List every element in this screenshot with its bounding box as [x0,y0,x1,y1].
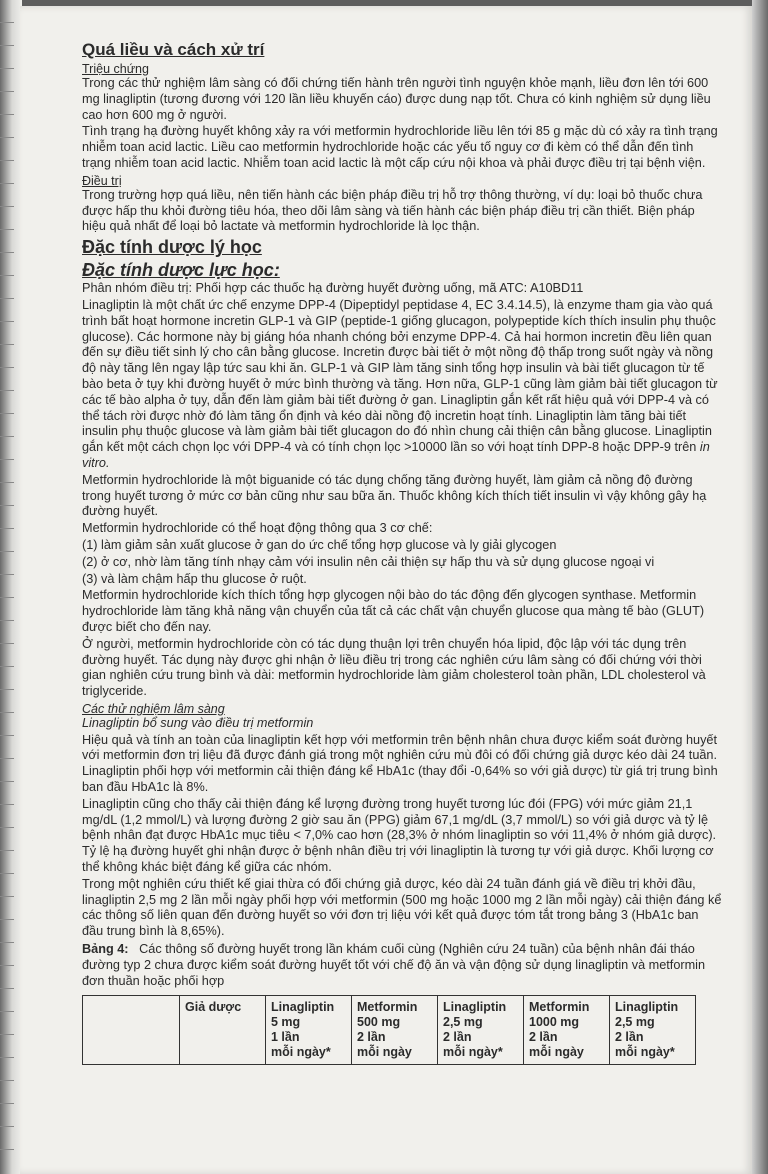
document-page [20,6,752,1174]
table-header-row [83,996,696,1065]
table-header-line: 2,5 mg [443,1015,483,1030]
mechanism-intro: Metformin hydrochloride có thể hoạt động thông qua 3 cơ chế: [82,521,433,536]
table-header-cell [438,996,524,1065]
linagliptin-mechanism-paragraph [82,298,722,472]
table-header-line: mỗi ngày [529,1045,584,1060]
table-header-line: mỗi ngày [357,1045,412,1060]
left-page-edge [0,0,22,1174]
table-header-line: 500 mg [357,1015,401,1030]
table-header-line: Giả dược [185,1000,242,1015]
treatment-paragraph: Trong trường hợp quá liều, nên tiến hành các biện pháp điều trị hỗ trợ thông thường, ví dụ: loại bỏ thuốc chưa được hấp thu khỏi đường tiêu hóa, theo dõi lâm sàng và tiến hành các biện pháp điều trị cần thiết. Biện pháp hiệu quả nhất để loại bỏ lactate và metformin hydrochloride là lọc thận. [82,187,703,234]
table-header-line: 2 lần [357,1030,386,1045]
clinical-paragraph-1: Hiệu quả và tính an toàn của linagliptin kết hợp với metformin trên bệnh nhân chưa được kiểm soát đường huyết với metformin đơn trị liệu đã được đánh giá trong một nghiên cứu mù đôi có đối chứng giả dược kéo dài 24 tuần. Linagliptin phối hợp với metformin cải thiện đáng kể HbA1c (thay đổi -0,64% so với giả dược) từ giá trị trung bình ban đầu HbA1c là 8%. [82,732,718,795]
table-header-line: Linagliptin [443,1000,507,1015]
symptoms-heading: Triệu chứng [82,62,149,76]
treatment-heading: Điều trị [82,173,122,188]
table-header-line: Metformin [357,1000,418,1015]
in-vitro-text: in vitro. [82,440,710,470]
lipid-paragraph: Ở người, metformin hydrochloride còn có tác dụng thuận lợi trên chuyển hóa lipid, độc lập với tác dụng trên đường huyết. Tác dụng này được ghi nhận ở liều điều trị trong các nghiên cứu lâm sàng có đối chứng với thời gian nghiên cứu trung bình và dài: metformin hydrochloride làm giảm cholesterol toàn phần, LDL cholesterol và triglyceride. [82,636,706,699]
table-header-line: Linagliptin [271,1000,335,1015]
table-caption-label: Bảng 4: [82,942,129,957]
table-header-line: mỗi ngày* [271,1045,331,1060]
clinical-trials-heading: Các thử nghiệm lâm sàng [82,701,225,716]
symptoms-paragraph-1: Trong các thử nghiệm lâm sàng có đối chứng tiến hành trên người tình nguyện khỏe mạnh, liều đơn lên tới 600 mg linagliptin (tương đương với 120 lần liều khuyến cáo) được dung nạp tốt. Chưa có kinh nghiệm sử dụng liều cao hơn 600 mg ở người. [82,76,711,122]
clinical-subheading: Linagliptin bổ sung vào điều trị metformin [82,715,314,730]
table-header-line: 2,5 mg [615,1015,655,1030]
table-caption [82,942,722,989]
table-header-cell [352,996,438,1065]
table-header-line: 1000 mg [529,1015,580,1030]
right-page-edge [752,0,768,1174]
pharmacodynamics-title: Đặc tính dược lực học: [82,260,280,281]
clinical-paragraph-3: Trong một nghiên cứu thiết kế giai thừa có đối chứng giả dược, kéo dài 24 tuần đánh giá về điều trị khởi đầu, linagliptin 2,5 mg 2 lần mỗi ngày phối hợp với metformin (500 mg hoặc 1000 mg 2 lần mỗi ngày) cải thiện đáng kể các thông số liên quan đến đường huyết so với đơn trị liệu với kết quả được tóm tắt trong bảng 3 (HbA1c ban đầu trung bình là 8,65%). [82,876,722,939]
page-content [82,34,722,1065]
table-header-line: mỗi ngày* [443,1045,503,1060]
table-header-line: 2 lần [529,1030,558,1045]
glycemic-parameters-table [82,995,696,1065]
symptoms-paragraph-2: Tình trạng hạ đường huyết không xảy ra với metformin hydrochloride liều lên tới 85 g mặc dù có xảy ra tình trạng nhiễm toan acid lactic. Liều cao metformin hydrochloride hoặc các yếu tố nguy cơ đi kèm có thể dẫn đến tình trạng nhiễm toan acid lactic. Nhiễm toan acid lactic là một cấp cứu nội khoa và phải được điều trị tại bệnh viện. [82,124,718,170]
table-header-line: 2 lần [443,1030,472,1045]
table-header-line: 5 mg [271,1015,301,1030]
table-header-line: Linagliptin [615,1000,679,1015]
overdose-title: Quá liều và cách xử trí [82,40,265,59]
table-header-line: 1 lần [271,1030,300,1045]
mechanism-1: (1) làm giảm sản xuất glucose ở gan do ức chế tổng hợp glucose và ly giải glycogen [82,537,557,552]
glycogen-paragraph: Metformin hydrochloride kích thích tổng hợp glycogen nội bào do tác động đến glycogen synthase. Metformin hydrochloride làm tăng khả năng vận chuyển của tất cả các chất vận chuyển glucose qua màng tế bào (GLUT) được biết cho đến nay. [82,588,705,634]
metformin-paragraph: Metformin hydrochloride là một biguanide có tác dụng chống tăng đường huyết, làm giảm cả nồng độ đường trong huyết tương ở mức cơ bản cũng như sau bữa ăn. Thuốc không kích thích tiết insulin vì vậy không gây hạ đường huyết. [82,472,707,519]
pharmacology-title: Đặc tính dược lý học [82,237,262,258]
mechanism-2: (2) ở cơ, nhờ làm tăng tính nhạy cảm với insulin nên cải thiện sự hấp thu và sử dụng glucose ngoại vi [82,554,655,569]
table-header-line: Metformin [529,1000,590,1015]
table-header-cell [180,996,266,1065]
linagliptin-mechanism-text: Linagliptin là một chất ức chế enzyme DPP-4 (Dipeptidyl peptidase 4, EC 3.4.14.5), là enzyme tham gia vào quá trình bất hoạt hormone incretin GLP-1 và GIP (peptide-1 giống glucagon, polypeptide kích thích insulin phụ thuộc glucose). Các hormone này bị giáng hóa nhanh chóng bởi enzyme DPP-4. Cả hai hormon incretin đều liên quan đến sự điều tiết sinh lý cho cân bằng glucose. Incretin được bài tiết ở một nồng độ thấp trong suốt ngày và nồng độ này tăng lên ngay lập tức sau khi ăn. GLP-1 và GIP làm tăng sinh tổng hợp insulin và bài tiết glucagon từ tế bào beta ở tụy khi đường huyết ở mức bình thường và tăng. Hơn nữa, GLP-1 cũng làm giảm bài tiết glucagon từ các tế bào alpha ở tụy, dẫn đến làm giảm bài tiết đường ở gan. Linagliptin gắn kết rất hiệu quả với DPP-4 và có thể tách rời được nhờ đó làm tăng ổn định và kéo dài nồng độ incretin hoạt tính. Linagliptin làm tăng bài tiết insulin phụ thuộc glucose và làm giảm bài tiết glucagon do đó nhìn chung cải thiện cân bằng glucose. Linagliptin gắn kết một cách chọn lọc với DPP-4 và có tính chọn lọc >10000 lần so với hoạt tính DPP-8 hoặc DPP-9 trên [82,297,718,455]
table-header-cell [524,996,610,1065]
table-header-line: mỗi ngày* [615,1045,675,1060]
table-header-cell [266,996,352,1065]
table-caption-text: Các thông số đường huyết trong lần khám cuối cùng (Nghiên cứu 24 tuần) của bệnh nhân đái tháo đường typ 2 chưa được kiểm soát đường huyết tốt với chế độ ăn và vận động sử dụng linagliptin và metformin đơn thuần hoặc phối hợp [82,942,706,988]
atc-paragraph: Phân nhóm điều trị: Phối hợp các thuốc hạ đường huyết đường uống, mã ATC: A10BD11 [82,281,584,296]
table-header-cell-empty [83,996,180,1065]
table-header-cell [610,996,696,1065]
mechanism-3: (3) và làm chậm hấp thu glucose ở ruột. [82,571,307,586]
table-header-line: 2 lần [615,1030,644,1045]
clinical-paragraph-2: Linagliptin cũng cho thấy cải thiện đáng kể lượng đường trong huyết tương lúc đói (FPG) với mức giảm 21,1 mg/dL (1,2 mmol/L) và lượng đường 2 giờ sau ăn (PPG) giảm 67,1 mg/dL (3,7 mmol/L) so với giả dược và tỷ lệ bệnh nhân đạt được HbA1c mục tiêu < 7,0% cao hơn (28,3% ở nhóm linagliptin so với 11,4% ở nhóm giả dược). Tỷ lệ hạ đường huyết ghi nhận được ở bệnh nhân điều trị với linagliptin là tương tự với giả dược. Khối lượng cơ thể không khác biệt đáng kể giữa các nhóm. [82,796,717,875]
